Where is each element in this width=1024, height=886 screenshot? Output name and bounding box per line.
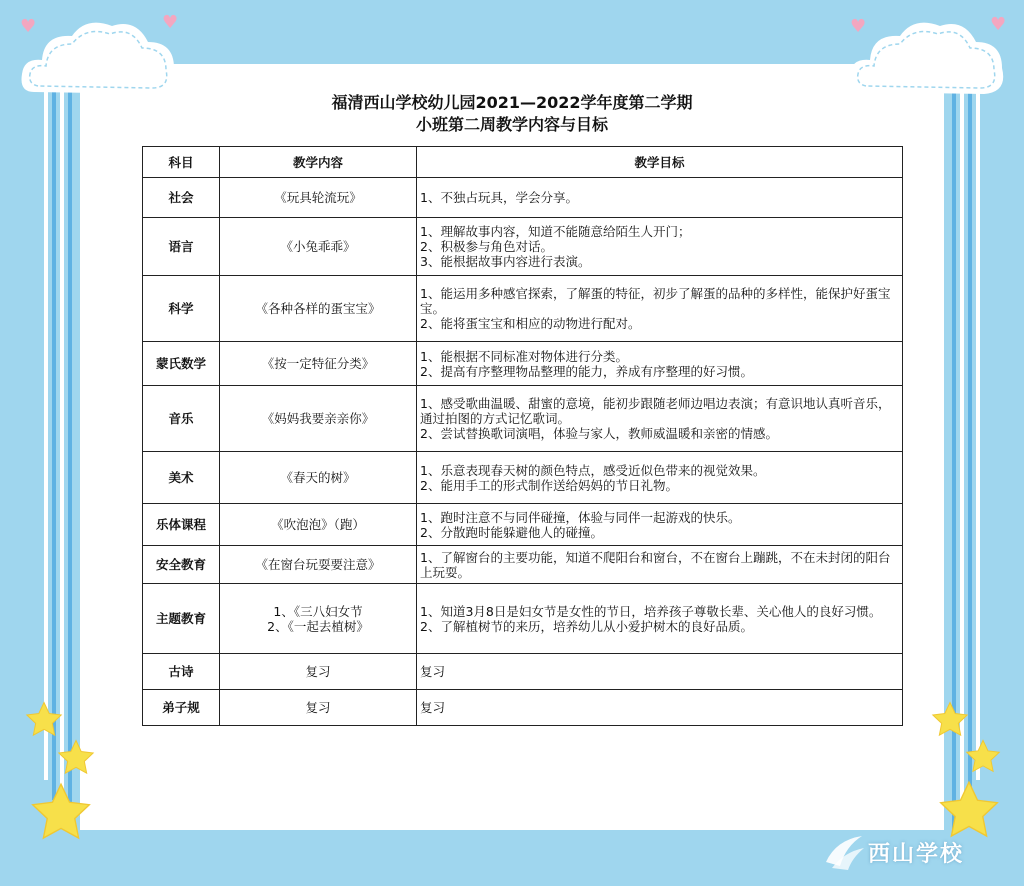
header-content: 教学内容: [220, 147, 417, 178]
content-line: 《玩具轮流玩》: [274, 190, 362, 205]
goal-line: 2、积极参与角色对话。: [420, 239, 553, 254]
content-cell: [220, 276, 417, 342]
heart-icon: ♥: [20, 16, 37, 37]
subject-cell: 语言: [143, 218, 220, 276]
table-row: [143, 342, 903, 386]
teaching-plan-table: [142, 146, 903, 726]
star-icon: [964, 738, 1002, 776]
table-row: [143, 218, 903, 276]
goals-cell: [417, 546, 903, 584]
content-line: 《小兔乖乖》: [280, 239, 356, 254]
goals-cell: [417, 654, 903, 690]
content-line: 1、《三八妇女节: [273, 603, 363, 619]
table-row: [143, 178, 903, 218]
heart-icon: ♥: [990, 14, 1007, 35]
subject-cell: 社会: [143, 178, 220, 218]
content-cell: [220, 178, 417, 218]
table-row: [143, 654, 903, 690]
goal-line: 复习: [420, 664, 446, 679]
goals-cell: [417, 584, 903, 654]
goal-line: 1、能根据不同标准对物体进行分类。: [420, 348, 628, 364]
right-stripe-3: [968, 60, 972, 800]
table-row: [143, 584, 903, 654]
goal-line: 1、知道3月8日是妇女节是女性的节日，培养孩子尊敬长辈、关心他人的良好习惯。: [420, 603, 882, 619]
subject-cell: 安全教育: [143, 546, 220, 584]
title-line-1: 福清西山学校幼儿园2021—2022学年度第二学期: [331, 93, 693, 112]
goal-line: 1、乐意表现春天树的颜色特点，感受近似色带来的视觉效果。: [420, 462, 766, 478]
content-cell: [220, 690, 417, 726]
goal-line: 2、提高有序整理物品整理的能力，养成有序整理的好习惯。: [420, 363, 753, 379]
content-line: 《在窗台玩耍要注意》: [255, 557, 381, 572]
goals-cell: [417, 386, 903, 452]
subject-cell: 主题教育: [143, 584, 220, 654]
star-icon: [56, 738, 96, 778]
content-line: 《按一定特征分类》: [261, 356, 375, 371]
content-cell: [220, 546, 417, 584]
goals-cell: [417, 504, 903, 546]
goal-line: 2、能将蛋宝宝和相应的动物进行配对。: [420, 316, 641, 331]
goals-cell: [417, 276, 903, 342]
content-cell: [220, 386, 417, 452]
content-cell: [220, 584, 417, 654]
content-line: 《吹泡泡》（跑）: [271, 517, 365, 532]
goal-line: 3、能根据故事内容进行表演。: [420, 254, 591, 269]
goals-cell: [417, 342, 903, 386]
goal-line: 2、能用手工的形式制作送给妈妈的节日礼物。: [420, 477, 678, 493]
subject-cell: 弟子规: [143, 690, 220, 726]
title-line-2: 小班第二周教学内容与目标: [415, 115, 608, 134]
content-cell: [220, 654, 417, 690]
subject-cell: 古诗: [143, 654, 220, 690]
header-goals: 教学目标: [417, 147, 903, 178]
table-body: [143, 178, 903, 726]
table-row: [143, 276, 903, 342]
subject-cell: 科学: [143, 276, 220, 342]
content-line: 《妈妈我要亲亲你》: [261, 411, 375, 426]
content-cell: [220, 452, 417, 504]
subject-cell: 蒙氏数学: [143, 342, 220, 386]
left-stripe-4: [68, 60, 72, 830]
left-stripe-2: [52, 60, 56, 800]
content-line: 《春天的树》: [280, 470, 356, 485]
content-cell: [220, 218, 417, 276]
school-logo: [822, 828, 1012, 876]
goals-cell: [417, 218, 903, 276]
right-stripe-4: [976, 60, 980, 780]
goal-line: 2、分散跑时能躲避他人的碰撞。: [420, 524, 603, 540]
goal-line: 2、了解植树节的来历，培养幼儿从小爱护树木的良好品质。: [420, 618, 753, 634]
heart-icon: ♥: [850, 16, 867, 37]
page-title: [80, 92, 944, 136]
goal-line: 2、尝试替换歌词演唱，体验与家人，教师威温暖和亲密的情感。: [420, 426, 778, 441]
star-icon: [28, 780, 94, 846]
goal-line: 1、能运用多种感官探索，了解蛋的特征，初步了解蛋的品种的多样性，能保护好蛋宝宝。: [420, 286, 891, 316]
subject-cell: 音乐: [143, 386, 220, 452]
heart-icon: ♥: [162, 12, 179, 33]
logo-mark-icon: [822, 832, 868, 872]
content-cell: [220, 504, 417, 546]
goal-line: 复习: [420, 700, 446, 715]
table-row: [143, 690, 903, 726]
content-line: 2、《一起去植树》: [267, 618, 369, 634]
table-row: [143, 546, 903, 584]
goal-line: 1、了解窗台的主要功能，知道不爬阳台和窗台，不在窗台上蹦跳，不在未封闭的阳台上玩耍。: [420, 549, 891, 580]
header-subject: 科目: [143, 147, 220, 178]
content-line: 《各种各样的蛋宝宝》: [255, 301, 381, 316]
goals-cell: [417, 690, 903, 726]
star-icon: [24, 700, 64, 740]
goal-line: 1、理解故事内容，知道不能随意给陌生人开门；: [420, 224, 691, 239]
table-header-row: [143, 147, 903, 178]
logo-text: 西山学校: [868, 841, 965, 867]
goal-line: 1、感受歌曲温暖、甜蜜的意境，能初步跟随老师边唱边表演；有意识地认真听音乐，通过拍图的方式记忆歌词。: [420, 396, 891, 426]
table-row: [143, 504, 903, 546]
content-line: 复习: [305, 664, 331, 679]
table-row: [143, 452, 903, 504]
goal-line: 1、跑时注意不与同伴碰撞，体验与同伴一起游戏的快乐。: [420, 509, 741, 525]
content-line: 复习: [305, 700, 331, 715]
goals-cell: [417, 178, 903, 218]
content-cell: [220, 342, 417, 386]
subject-cell: 乐体课程: [143, 504, 220, 546]
goal-line: 1、不独占玩具，学会分享。: [420, 190, 578, 205]
subject-cell: 美术: [143, 452, 220, 504]
goals-cell: [417, 452, 903, 504]
star-icon: [930, 700, 970, 740]
left-stripe-1: [44, 60, 48, 780]
table-row: [143, 386, 903, 452]
